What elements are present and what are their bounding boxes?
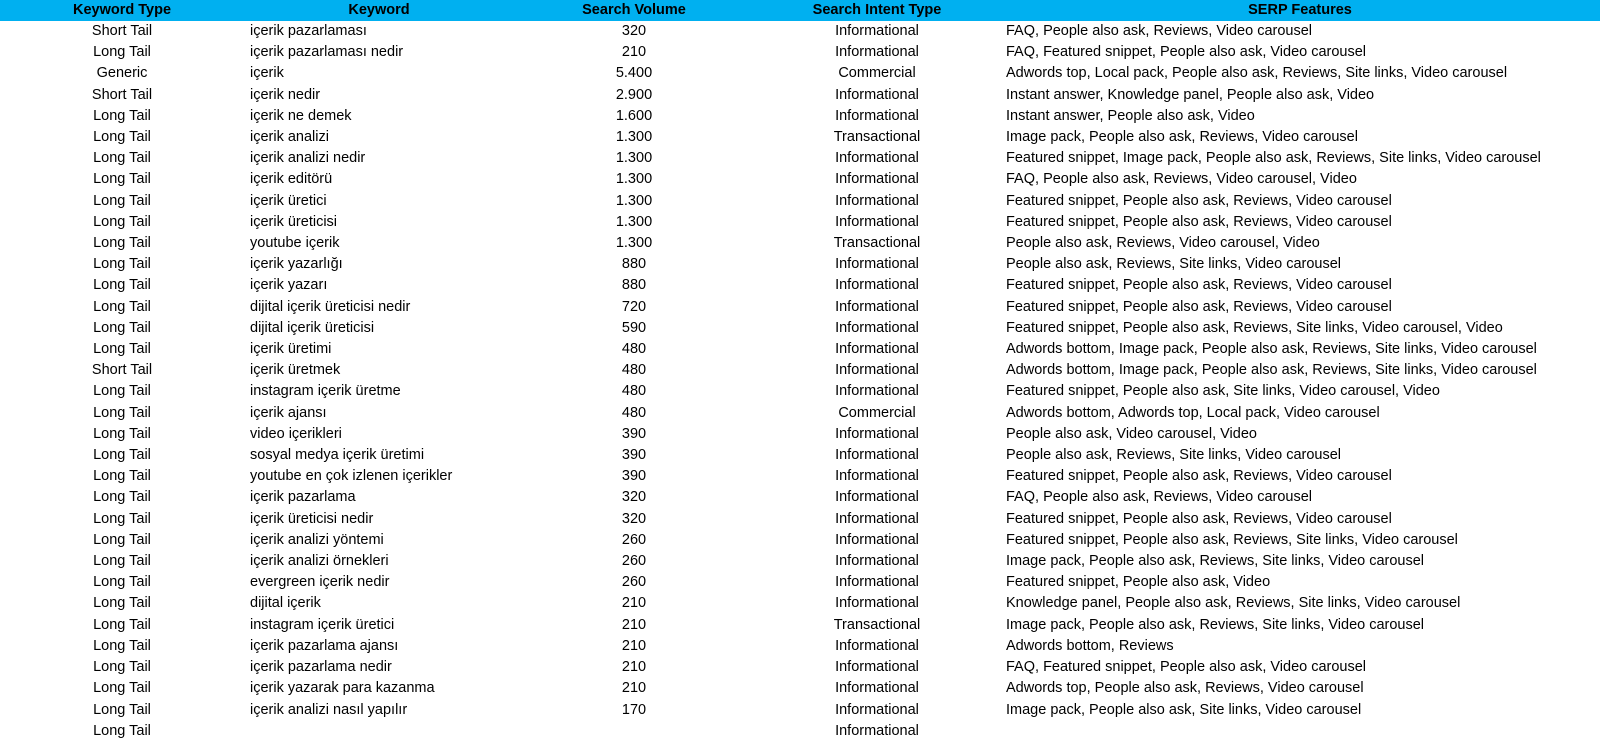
cell-keyword-type[interactable]: Long Tail xyxy=(93,595,151,612)
cell-keyword[interactable]: içerik üreticisi xyxy=(250,213,338,230)
cell-search-volume[interactable]: 720 xyxy=(621,298,647,315)
cell-keyword[interactable]: içerik analizi nedir xyxy=(250,150,366,167)
cell-keyword[interactable]: dijital içerik xyxy=(250,595,321,612)
cell-search-volume[interactable]: 480 xyxy=(621,404,647,421)
cell-serp-features[interactable]: Instant answer, People also ask, Video xyxy=(1006,107,1255,124)
cell-keyword[interactable]: içerik nedir xyxy=(250,86,321,103)
cell-keyword[interactable]: içerik ajansı xyxy=(250,404,327,421)
cell-serp-features[interactable]: FAQ, Featured snippet, People also ask, Video carousel xyxy=(1006,659,1367,676)
cell-serp-features[interactable]: Featured snippet, People also ask, Reviews, Video carousel xyxy=(1006,510,1392,527)
cell-search-volume[interactable]: 590 xyxy=(621,319,647,336)
table-row xyxy=(0,21,1600,42)
cell-keyword-type[interactable]: Long Tail xyxy=(93,722,151,739)
cell-keyword[interactable]: içerik ne demek xyxy=(250,107,352,124)
cell-search-intent[interactable]: Informational xyxy=(835,659,919,676)
cell-search-volume[interactable] xyxy=(514,721,754,742)
table-row xyxy=(0,721,1600,742)
table-row xyxy=(0,466,1600,487)
cell-keyword[interactable]: içerik analizi örnekleri xyxy=(250,553,389,570)
cell-serp-features[interactable]: Image pack, People also ask, Site links, Video carousel xyxy=(1006,701,1362,718)
cell-search-volume[interactable]: 480 xyxy=(621,341,647,358)
cell-keyword-type[interactable]: Long Tail xyxy=(93,44,151,61)
table-row xyxy=(0,657,1600,678)
cell-keyword[interactable]: içerik yazarak para kazanma xyxy=(250,680,435,697)
cell-serp-features[interactable]: Featured snippet, People also ask, Site links, Video carousel, Video xyxy=(1006,383,1440,400)
cell-search-intent[interactable]: Informational xyxy=(835,680,919,697)
table-row xyxy=(0,615,1600,636)
cell-keyword-type[interactable]: Long Tail xyxy=(93,553,151,570)
cell-keyword-type[interactable]: Long Tail xyxy=(93,383,151,400)
cell-serp-features[interactable]: People also ask, Reviews, Video carousel, Video xyxy=(1006,235,1320,252)
cell-serp-features[interactable]: Adwords top, People also ask, Reviews, Video carousel xyxy=(1006,680,1364,697)
cell-search-volume[interactable]: 170 xyxy=(621,701,647,718)
cell-search-volume[interactable]: 320 xyxy=(621,23,647,39)
cell-keyword-type[interactable]: Long Tail xyxy=(93,319,151,336)
cell-search-intent[interactable]: Commercial xyxy=(838,404,916,421)
cell-search-intent[interactable]: Informational xyxy=(835,23,919,39)
table-row xyxy=(0,445,1600,466)
cell-keyword[interactable]: instagram içerik üretici xyxy=(250,616,395,633)
cell-search-intent[interactable]: Informational xyxy=(835,171,919,188)
cell-serp-features[interactable]: FAQ, People also ask, Reviews, Video carousel xyxy=(1006,23,1313,39)
cell-keyword-type[interactable]: Long Tail xyxy=(93,256,151,273)
cell-search-intent[interactable]: Informational xyxy=(835,44,919,61)
cell-search-volume[interactable]: 210 xyxy=(621,616,647,633)
header-keyword[interactable]: Keyword xyxy=(244,0,514,21)
cell-search-volume[interactable]: 880 xyxy=(621,277,647,294)
cell-keyword-type[interactable]: Long Tail xyxy=(93,192,151,209)
cell-search-volume[interactable]: 260 xyxy=(621,574,647,591)
cell-serp-features[interactable]: Adwords bottom, Image pack, People also ask, Reviews, Site links, Video carousel xyxy=(1006,362,1537,379)
cell-keyword-type[interactable]: Long Tail xyxy=(93,341,151,358)
cell-search-volume[interactable]: 480 xyxy=(621,383,647,400)
cell-search-intent[interactable]: Informational xyxy=(835,277,919,294)
cell-keyword-type[interactable]: Long Tail xyxy=(93,150,151,167)
cell-keyword-type[interactable]: Long Tail xyxy=(93,510,151,527)
table-row xyxy=(0,424,1600,445)
cell-keyword[interactable]: evergreen içerik nedir xyxy=(250,574,390,591)
cell-keyword[interactable]: içerik pazarlama xyxy=(250,489,356,506)
cell-keyword-type[interactable]: Long Tail xyxy=(93,129,151,146)
cell-search-intent[interactable]: Informational xyxy=(835,150,919,167)
cell-keyword[interactable] xyxy=(244,721,514,742)
cell-serp-features[interactable]: Image pack, People also ask, Reviews, Video carousel xyxy=(1006,129,1358,146)
cell-keyword[interactable]: instagram içerik üretme xyxy=(250,383,401,400)
cell-search-intent[interactable]: Informational xyxy=(835,319,919,336)
cell-keyword[interactable]: youtube en çok izlenen içerikler xyxy=(250,468,453,485)
cell-serp-features[interactable]: Adwords top, Local pack, People also ask, Reviews, Site links, Video carousel xyxy=(1006,65,1508,82)
cell-keyword[interactable]: içerik üretmek xyxy=(250,362,341,379)
cell-keyword-type[interactable]: Long Tail xyxy=(93,447,151,464)
cell-serp-features[interactable]: People also ask, Video carousel, Video xyxy=(1006,425,1257,442)
cell-serp-features[interactable]: Image pack, People also ask, Reviews, Site links, Video carousel xyxy=(1006,616,1425,633)
cell-search-volume[interactable]: 390 xyxy=(621,447,647,464)
cell-search-intent[interactable]: Transactional xyxy=(833,235,921,252)
cell-serp-features[interactable]: Featured snippet, People also ask, Video xyxy=(1006,574,1271,591)
cell-search-volume[interactable]: 1.300 xyxy=(615,171,653,188)
cell-search-intent[interactable]: Informational xyxy=(835,701,919,718)
cell-keyword[interactable]: içerik pazarlaması nedir xyxy=(250,44,404,61)
cell-serp-features[interactable]: Featured snippet, People also ask, Reviews, Video carousel xyxy=(1006,468,1392,485)
table-row xyxy=(0,360,1600,381)
cell-serp-features[interactable]: Featured snippet, People also ask, Reviews, Site links, Video carousel, Video xyxy=(1006,319,1503,336)
table-row xyxy=(0,403,1600,424)
cell-serp-features[interactable]: Featured snippet, People also ask, Reviews, Video carousel xyxy=(1006,213,1392,230)
cell-search-intent[interactable]: Informational xyxy=(835,468,919,485)
cell-serp-features[interactable]: FAQ, Featured snippet, People also ask, Video carousel xyxy=(1006,44,1367,61)
cell-serp-features[interactable]: Adwords bottom, Reviews xyxy=(1006,637,1174,654)
cell-search-intent[interactable]: Informational xyxy=(835,107,919,124)
table-row xyxy=(0,275,1600,296)
cell-keyword[interactable]: dijital içerik üreticisi nedir xyxy=(250,298,411,315)
table-row xyxy=(0,212,1600,233)
cell-keyword-type[interactable]: Long Tail xyxy=(93,489,151,506)
header-serp-features[interactable]: SERP Features xyxy=(1000,0,1600,21)
cell-search-intent[interactable]: Informational xyxy=(835,425,919,442)
cell-keyword[interactable]: dijital içerik üreticisi xyxy=(250,319,375,336)
cell-serp-features[interactable]: People also ask, Reviews, Site links, Video carousel xyxy=(1006,256,1342,273)
cell-keyword-type[interactable]: Long Tail xyxy=(93,531,151,548)
cell-serp-features[interactable]: FAQ, People also ask, Reviews, Video carousel xyxy=(1006,489,1313,506)
cell-keyword[interactable]: içerik pazarlaması xyxy=(250,23,367,39)
cell-search-volume[interactable]: 1.300 xyxy=(615,150,653,167)
cell-search-intent[interactable]: Transactional xyxy=(833,616,921,633)
cell-search-intent[interactable]: Informational xyxy=(835,489,919,506)
table-row xyxy=(0,169,1600,190)
cell-search-volume[interactable]: 260 xyxy=(621,531,647,548)
cell-search-intent[interactable]: Informational xyxy=(835,447,919,464)
table-row xyxy=(0,636,1600,657)
cell-search-intent[interactable]: Informational xyxy=(835,383,919,400)
cell-keyword[interactable]: içerik üreticisi nedir xyxy=(250,510,374,527)
cell-serp-features[interactable]: Image pack, People also ask, Reviews, Site links, Video carousel xyxy=(1006,553,1425,570)
cell-search-volume[interactable]: 1.600 xyxy=(615,107,653,124)
cell-serp-features[interactable]: People also ask, Reviews, Site links, Video carousel xyxy=(1006,447,1342,464)
cell-serp-features[interactable]: Instant answer, Knowledge panel, People also ask, Video xyxy=(1006,86,1375,103)
cell-keyword-type[interactable]: Long Tail xyxy=(93,107,151,124)
cell-serp-features[interactable]: Featured snippet, People also ask, Reviews, Video carousel xyxy=(1006,277,1392,294)
cell-search-volume[interactable]: 210 xyxy=(621,595,647,612)
table-row xyxy=(0,551,1600,572)
cell-search-volume[interactable]: 320 xyxy=(621,510,647,527)
cell-keyword-type[interactable]: Short Tail xyxy=(91,23,153,39)
cell-keyword[interactable]: içerik pazarlama nedir xyxy=(250,659,392,676)
cell-serp-features[interactable]: Featured snippet, Image pack, People also ask, Reviews, Site links, Video carousel xyxy=(1006,150,1541,167)
cell-serp-features[interactable]: Knowledge panel, People also ask, Reviews, Site links, Video carousel xyxy=(1006,595,1461,612)
cell-keyword[interactable]: içerik analizi xyxy=(250,129,329,146)
cell-keyword[interactable]: içerik yazarlığı xyxy=(250,256,343,273)
table-row xyxy=(0,487,1600,508)
cell-keyword-type[interactable]: Long Tail xyxy=(93,235,151,252)
cell-search-volume[interactable]: 2.900 xyxy=(615,86,653,103)
cell-search-intent[interactable]: Informational xyxy=(835,256,919,273)
table-row xyxy=(0,63,1600,84)
cell-search-intent[interactable]: Informational xyxy=(835,86,919,103)
cell-serp-features[interactable] xyxy=(1000,721,1600,742)
table-row xyxy=(0,530,1600,551)
cell-serp-features[interactable]: Adwords bottom, Image pack, People also ask, Reviews, Site links, Video carousel xyxy=(1006,341,1537,358)
cell-search-volume[interactable]: 390 xyxy=(621,468,647,485)
cell-search-volume[interactable]: 1.300 xyxy=(615,192,653,209)
cell-search-volume[interactable]: 320 xyxy=(621,489,647,506)
cell-keyword[interactable]: içerik pazarlama ajansı xyxy=(250,637,399,654)
header-search-intent[interactable]: Search Intent Type xyxy=(754,0,1000,21)
cell-search-intent[interactable]: Informational xyxy=(835,341,919,358)
cell-keyword[interactable]: içerik üretici xyxy=(250,192,327,209)
cell-serp-features[interactable]: Adwords bottom, Adwords top, Local pack, Video carousel xyxy=(1006,404,1380,421)
cell-search-volume[interactable]: 5.400 xyxy=(615,65,653,82)
cell-serp-features[interactable]: Featured snippet, People also ask, Reviews, Site links, Video carousel xyxy=(1006,531,1458,548)
cell-search-intent[interactable]: Informational xyxy=(835,510,919,527)
cell-search-volume[interactable]: 210 xyxy=(621,637,647,654)
table-row xyxy=(0,127,1600,148)
cell-search-volume[interactable]: 210 xyxy=(621,659,647,676)
cell-search-volume[interactable]: 210 xyxy=(621,44,647,61)
cell-search-intent[interactable]: Informational xyxy=(835,531,919,548)
cell-keyword-type[interactable]: Short Tail xyxy=(91,362,153,379)
table-row xyxy=(0,381,1600,402)
cell-search-intent[interactable]: Transactional xyxy=(833,129,921,146)
cell-keyword-type[interactable]: Long Tail xyxy=(93,213,151,230)
cell-keyword[interactable]: içerik analizi nasıl yapılır xyxy=(250,701,408,718)
cell-keyword-type[interactable]: Long Tail xyxy=(93,701,151,718)
cell-search-volume[interactable]: 390 xyxy=(621,425,647,442)
table-row xyxy=(0,572,1600,593)
cell-search-intent[interactable]: Informational xyxy=(835,595,919,612)
cell-keyword-type[interactable]: Long Tail xyxy=(93,616,151,633)
cell-serp-features[interactable]: FAQ, People also ask, Reviews, Video carousel, Video xyxy=(1006,171,1357,188)
cell-search-volume[interactable]: 480 xyxy=(621,362,647,379)
table-row xyxy=(0,191,1600,212)
table-row xyxy=(0,678,1600,699)
table-row xyxy=(0,318,1600,339)
cell-search-intent[interactable]: Informational xyxy=(835,213,919,230)
cell-keyword-type[interactable]: Long Tail xyxy=(93,404,151,421)
cell-keyword-type[interactable]: Long Tail xyxy=(93,680,151,697)
cell-search-intent[interactable]: Informational xyxy=(835,362,919,379)
table-row xyxy=(0,297,1600,318)
cell-keyword[interactable]: video içerikleri xyxy=(250,425,342,442)
cell-search-intent[interactable]: Informational xyxy=(835,722,919,739)
cell-keyword[interactable]: içerik editörü xyxy=(250,171,333,188)
cell-keyword[interactable]: içerik xyxy=(250,65,284,82)
cell-keyword-type[interactable]: Long Tail xyxy=(93,425,151,442)
cell-search-volume[interactable]: 260 xyxy=(621,553,647,570)
cell-keyword-type[interactable]: Long Tail xyxy=(93,637,151,654)
cell-search-intent[interactable]: Informational xyxy=(835,298,919,315)
cell-search-intent[interactable]: Informational xyxy=(835,574,919,591)
cell-keyword-type[interactable]: Long Tail xyxy=(93,468,151,485)
cell-keyword[interactable]: sosyal medya içerik üretimi xyxy=(250,447,425,464)
cell-search-intent[interactable]: Informational xyxy=(835,192,919,209)
header-keyword-type[interactable]: Keyword Type xyxy=(0,0,244,21)
table-row xyxy=(0,148,1600,169)
cell-keyword-type[interactable]: Long Tail xyxy=(93,298,151,315)
cell-keyword-type[interactable]: Long Tail xyxy=(93,574,151,591)
header-search-volume[interactable]: Search Volume xyxy=(514,0,754,21)
table-row xyxy=(0,339,1600,360)
cell-keyword[interactable]: içerik yazarı xyxy=(250,277,328,294)
cell-keyword-type[interactable]: Long Tail xyxy=(93,659,151,676)
cell-search-intent[interactable]: Commercial xyxy=(838,65,916,82)
cell-keyword[interactable]: içerik analizi yöntemi xyxy=(250,531,384,548)
cell-search-intent[interactable]: Informational xyxy=(835,553,919,570)
cell-search-volume[interactable]: 1.300 xyxy=(615,213,653,230)
cell-serp-features[interactable]: Featured snippet, People also ask, Reviews, Video carousel xyxy=(1006,298,1392,315)
cell-search-volume[interactable]: 880 xyxy=(621,256,647,273)
table-row xyxy=(0,106,1600,127)
cell-serp-features[interactable]: Featured snippet, People also ask, Reviews, Video carousel xyxy=(1006,192,1392,209)
table-row xyxy=(0,233,1600,254)
table-row xyxy=(0,700,1600,721)
table-row xyxy=(0,509,1600,530)
cell-keyword-type[interactable]: Long Tail xyxy=(93,171,151,188)
header-row xyxy=(0,0,1600,21)
cell-search-volume[interactable]: 1.300 xyxy=(615,235,653,252)
cell-keyword-type[interactable]: Generic xyxy=(96,65,148,82)
cell-keyword-type[interactable]: Short Tail xyxy=(91,86,153,103)
table-row xyxy=(0,42,1600,63)
cell-search-volume[interactable]: 210 xyxy=(621,680,647,697)
table-row xyxy=(0,593,1600,614)
cell-search-intent[interactable]: Informational xyxy=(835,637,919,654)
table-row xyxy=(0,85,1600,106)
cell-keyword[interactable]: içerik üretimi xyxy=(250,341,332,358)
cell-keyword-type[interactable]: Long Tail xyxy=(93,277,151,294)
cell-keyword[interactable]: youtube içerik xyxy=(250,235,340,252)
cell-search-volume[interactable]: 1.300 xyxy=(615,129,653,146)
table-row xyxy=(0,254,1600,275)
